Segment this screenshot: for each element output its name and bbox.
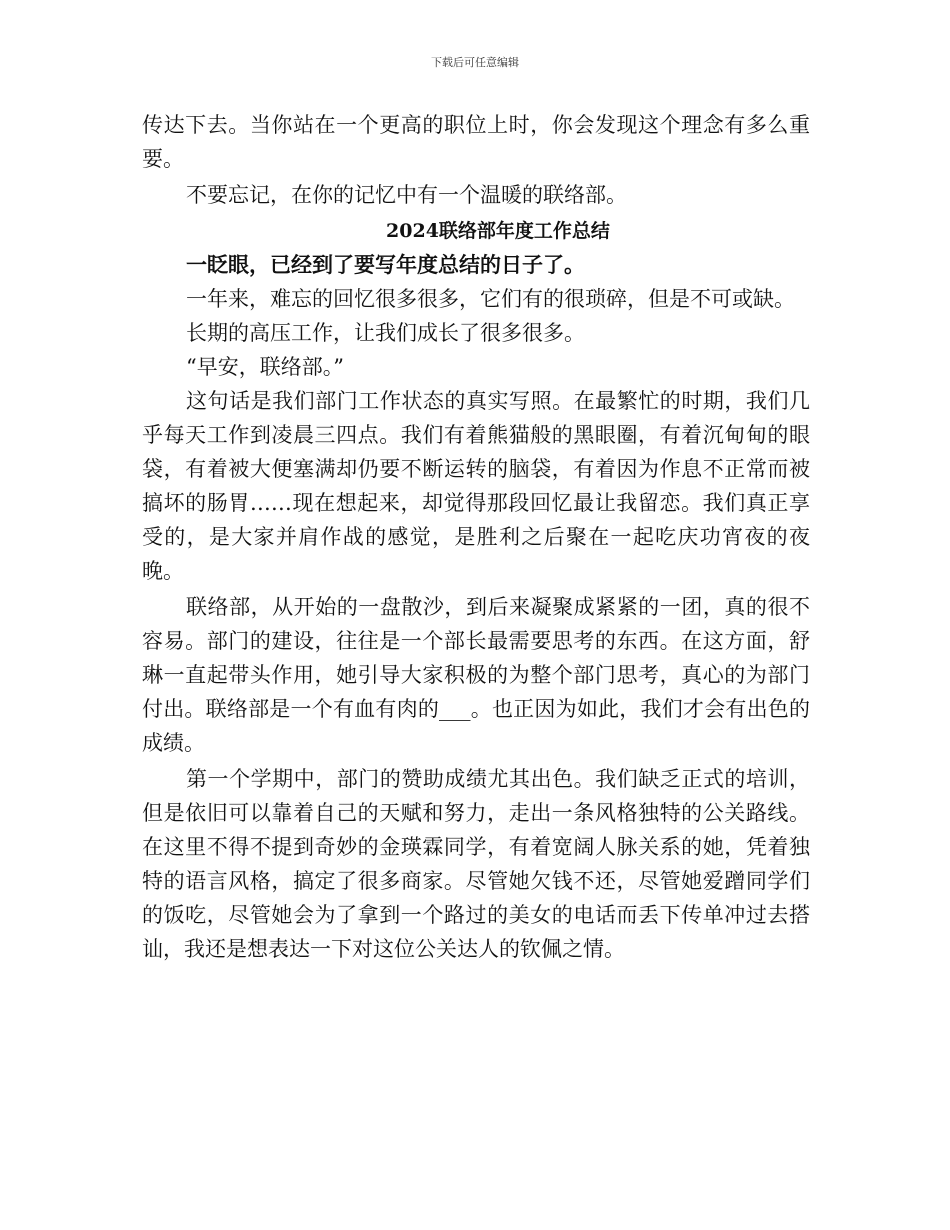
document-body	[142, 108, 810, 966]
page-header-note: 下载后可任意编辑	[431, 56, 519, 69]
paragraph-7: 第一个学期中，部门的赞助成绩尤其出色。我们缺乏正式的培训，但是依旧可以靠着自己的天赋和努力，走出一条风格独特的公关路线。在这里不得不提到奇妙的金瑛霖同学，有着宽阔人脉关系的她，凭着独特的语言风格，搞定了很多商家。尽管她欠钱不还，尽管她爱蹭同学们的饭吃，尽管她会为了拿到一个路过的美女的电话而丢下传单冲过去搭讪，我还是想表达一下对这位公关达人的钦佩之情。	[142, 767, 810, 961]
paragraph-2: 不要忘记，在你的记忆中有一个温暖的联络部。	[186, 183, 627, 207]
paragraph-quote: “早安，联络部。”	[186, 355, 344, 379]
paragraph-6: 联络部，从开始的一盘散沙，到后来凝聚成紧紧的一团，真的很不容易。部门的建设，往往是一个部长最需要思考的东西。在这方面，舒琳一直起带头作用，她引导大家积极的为整个部门思考，真心的为部门付出。联络部是一个有血有肉的___。也正因为如此，我们才会有出色的成绩。	[142, 595, 810, 755]
paragraph-5: 这句话是我们部门工作状态的真实写照。在最繁忙的时期，我们几乎每天工作到凌晨三四点。我们有着熊猫般的黑眼圈，有着沉甸甸的眼袋，有着被大便塞满却仍要不断运转的脑袋，有着因为作息不正常而被搞坏的肠胃……现在想起来，却觉得那段回忆最让我留恋。我们真正享受的，是大家并肩作战的感觉，是胜利之后聚在一起吃庆功宵夜的夜晚。	[142, 389, 810, 583]
paragraph-1: 传达下去。当你站在一个更高的职位上时，你会发现这个理念有多么重要。	[142, 113, 810, 171]
paragraph-lead: 一眨眼，已经到了要写年度总结的日子了。	[186, 252, 585, 277]
document-title: 2024联络部年度工作总结	[386, 220, 610, 242]
paragraph-3: 一年来，难忘的回忆很多很多，它们有的很琐碎，但是不可或缺。	[186, 287, 795, 311]
paragraph-4: 长期的高压工作，让我们成长了很多很多。	[186, 321, 585, 345]
